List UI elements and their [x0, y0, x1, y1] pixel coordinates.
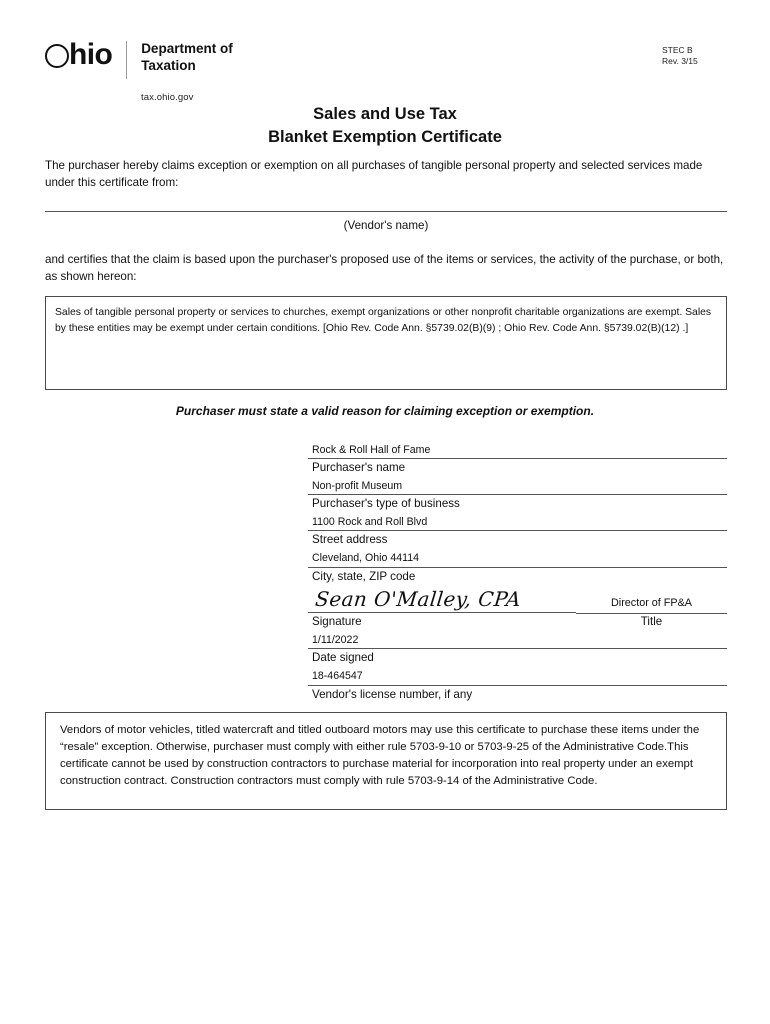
agency-website: tax.ohio.gov: [141, 92, 194, 103]
title-line-2: Blanket Exemption Certificate: [268, 127, 502, 146]
exemption-reason-box[interactable]: [45, 296, 727, 390]
form-revision: Rev. 3/15: [662, 56, 698, 67]
city-state-zip-label: City, state, ZIP code: [312, 569, 416, 583]
field-street-address[interactable]: [308, 515, 727, 551]
ohio-logo: [45, 40, 233, 78]
title-label: Title: [640, 615, 663, 629]
field-vendor-license[interactable]: [308, 669, 727, 705]
date-signed-label: Date signed: [312, 651, 374, 665]
field-purchaser-name[interactable]: [308, 443, 727, 479]
ohio-logo-text: hio: [69, 38, 113, 71]
field-city-state-zip[interactable]: [308, 551, 727, 587]
field-business-type[interactable]: [308, 479, 727, 515]
field-date-signed[interactable]: [308, 633, 727, 669]
business-type-label: Purchaser's type of business: [312, 497, 460, 511]
ohio-circle-icon: [45, 44, 69, 68]
field-title[interactable]: [576, 587, 727, 633]
form-code: STEC B: [662, 45, 693, 55]
exemption-reason-text: Sales of tangible personal property or services to churches, exempt organizations or other nonprofit charitable organizations are exempt. Sales by these entities may be exempt under certain conditions. [Ohio Rev. Code Ann. §5739.02(B)(9) ; Ohio Rev. Code Ann. §5739.02(B)(12) .]: [55, 307, 712, 334]
certification-paragraph: and certifies that the claim is based upon the purchaser's proposed use of the items or services, the activity of the purchase, or both, as shown hereon:: [45, 253, 724, 284]
vendor-name-rule: [45, 211, 727, 212]
ohio-wordmark: [45, 40, 112, 70]
footer-note-text: Vendors of motor vehicles, titled watercraft and titled outboard motors may use this certificate to purchase these items under the “resale” exception. Otherwise, purchaser must comply with either rule 5703-9-10 or 5703-9-25 of the Administrative Code.This certificate cannot be used by construction contractors to purchase material for incorporation into real property under an exempt construction contract. Construction contractors must comply with rule 5703-9-14 of the Administrative Code.: [60, 724, 700, 787]
date-signed-value[interactable]: 1/11/2022: [312, 634, 359, 647]
purchaser-name-value[interactable]: Rock & Roll Hall of Fame: [312, 444, 431, 456]
street-address-value[interactable]: 1100 Rock and Roll Blvd: [312, 516, 428, 529]
purchaser-name-label: Purchaser's name: [312, 461, 406, 475]
vendor-license-value[interactable]: 18-464547: [312, 670, 363, 683]
department-line-1: Department of: [141, 41, 233, 56]
footer-note-box: [45, 712, 727, 810]
business-type-value[interactable]: Non-profit Museum: [312, 480, 403, 493]
reason-instruction: Purchaser must state a valid reason for claiming exception or exemption.: [175, 404, 595, 418]
purchaser-fields: [308, 443, 727, 705]
city-state-zip-value[interactable]: Cleveland, Ohio 44114: [312, 552, 419, 565]
field-signature[interactable]: [308, 587, 576, 633]
vendor-name-caption: (Vendor's name): [343, 219, 429, 232]
vendor-license-label: Vendor's license number, if any: [312, 687, 473, 701]
logo-divider: [126, 41, 127, 79]
title-line-1: Sales and Use Tax: [313, 105, 457, 123]
signature-value[interactable]: Sean O'Malley, CPA: [314, 587, 523, 612]
signature-title-row: [308, 587, 727, 633]
title-value[interactable]: Director of FP&A: [611, 597, 692, 610]
form-identifier: [662, 45, 732, 68]
form-header: [45, 40, 732, 110]
page-title: [0, 103, 770, 149]
street-address-label: Street address: [312, 533, 388, 547]
department-line-2: Taxation: [141, 57, 196, 73]
signature-label: Signature: [312, 615, 362, 629]
intro-paragraph: The purchaser hereby claims exception or exemption on all purchases of tangible personal property and selected services made under this certificate from:: [45, 159, 703, 190]
department-name: [141, 40, 233, 75]
